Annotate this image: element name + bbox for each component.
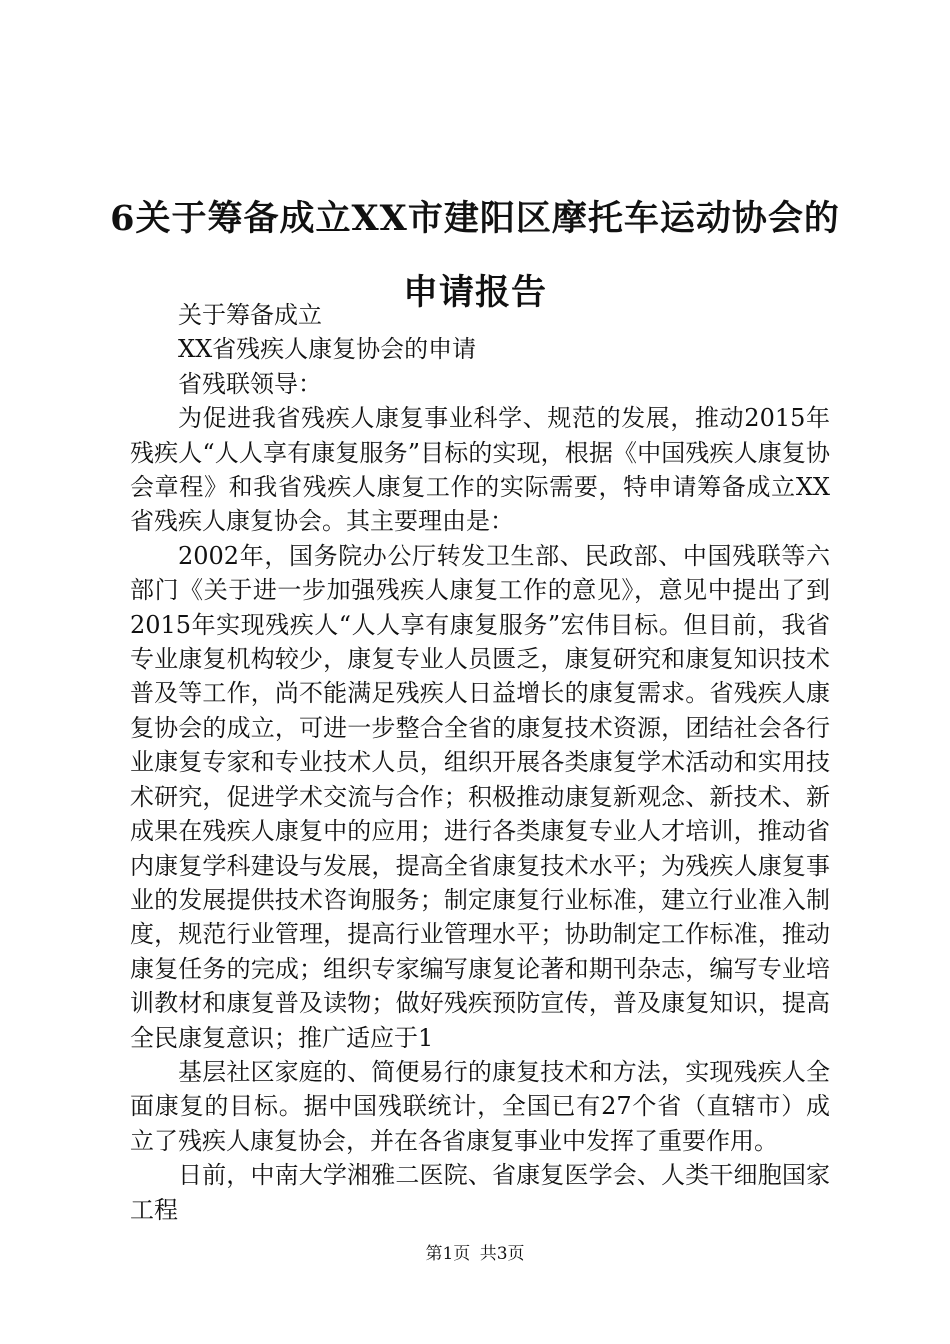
body-paragraph: XX省残疾人康复协会的申请 bbox=[178, 335, 477, 364]
body-paragraph: 基层社区家庭的、简便易行的康复技术和方法，实现残疾人全面康复的目标。据中国残联统计，全国已有27个省（直辖市）成立了残疾人康复协会，并在各省康复事业中发挥了重要作用。 bbox=[130, 1057, 830, 1155]
document-title: 6关于筹备成立XX市建阳区摩托车运动协会的申请报告 bbox=[110, 198, 840, 313]
body-paragraph: 为促进我省残疾人康复事业科学、规范的发展，推动2015年残疾人“人人享有康复服务”目标的实现，根据《中国残疾人康复协会章程》和我省残疾人康复工作的实际需要，特申请筹备成立XX省残疾人康复协会。其主要理由是： bbox=[130, 404, 830, 536]
document-body bbox=[130, 298, 830, 1227]
page-number: 第1页 bbox=[425, 1244, 471, 1264]
body-paragraph: 日前，中南大学湘雅二医院、省康复医学会、人类干细胞国家工程 bbox=[130, 1161, 830, 1224]
page-footer bbox=[0, 1243, 950, 1265]
total-pages: 共3页 bbox=[479, 1244, 525, 1264]
body-paragraph: 关于筹备成立 bbox=[178, 301, 322, 329]
salutation: 省残联领导： bbox=[178, 369, 322, 398]
body-paragraph: 2002年，国务院办公厅转发卫生部、民政部、中国残联等六部门《关于进一步加强残疾人康复工作的意见》，意见中提出了到2015年实现残疾人“人人享有康复服务”宏伟目标。但目前，我省专业康复机构较少，康复专业人员匮乏，康复研究和康复知识技术普及等工作，尚不能满足残疾人日益增长的康复需求。省残疾人康复协会的成立，可进一步整合全省的康复技术资源，团结社会各行业康复专家和专业技术人员，组织开展各类康复学术活动和实用技术研究，促进学术交流与合作；积极推动康复新观念、新技术、新成果在残疾人康复中的应用；进行各类康复专业人才培训，推动省内康复学科建设与发展，提高全省康复技术水平；为残疾人康复事业的发展提供技术咨询服务；制定康复行业标准，建立行业准入制度，规范行业管理，提高行业管理水平；协助制定工作标准，推动康复任务的完成；组织专家编写康复论著和期刊杂志，编写专业培训教材和康复普及读物；做好残疾预防宣传，普及康复知识，提高全民康复意识；推广适应于1 bbox=[130, 541, 830, 1052]
